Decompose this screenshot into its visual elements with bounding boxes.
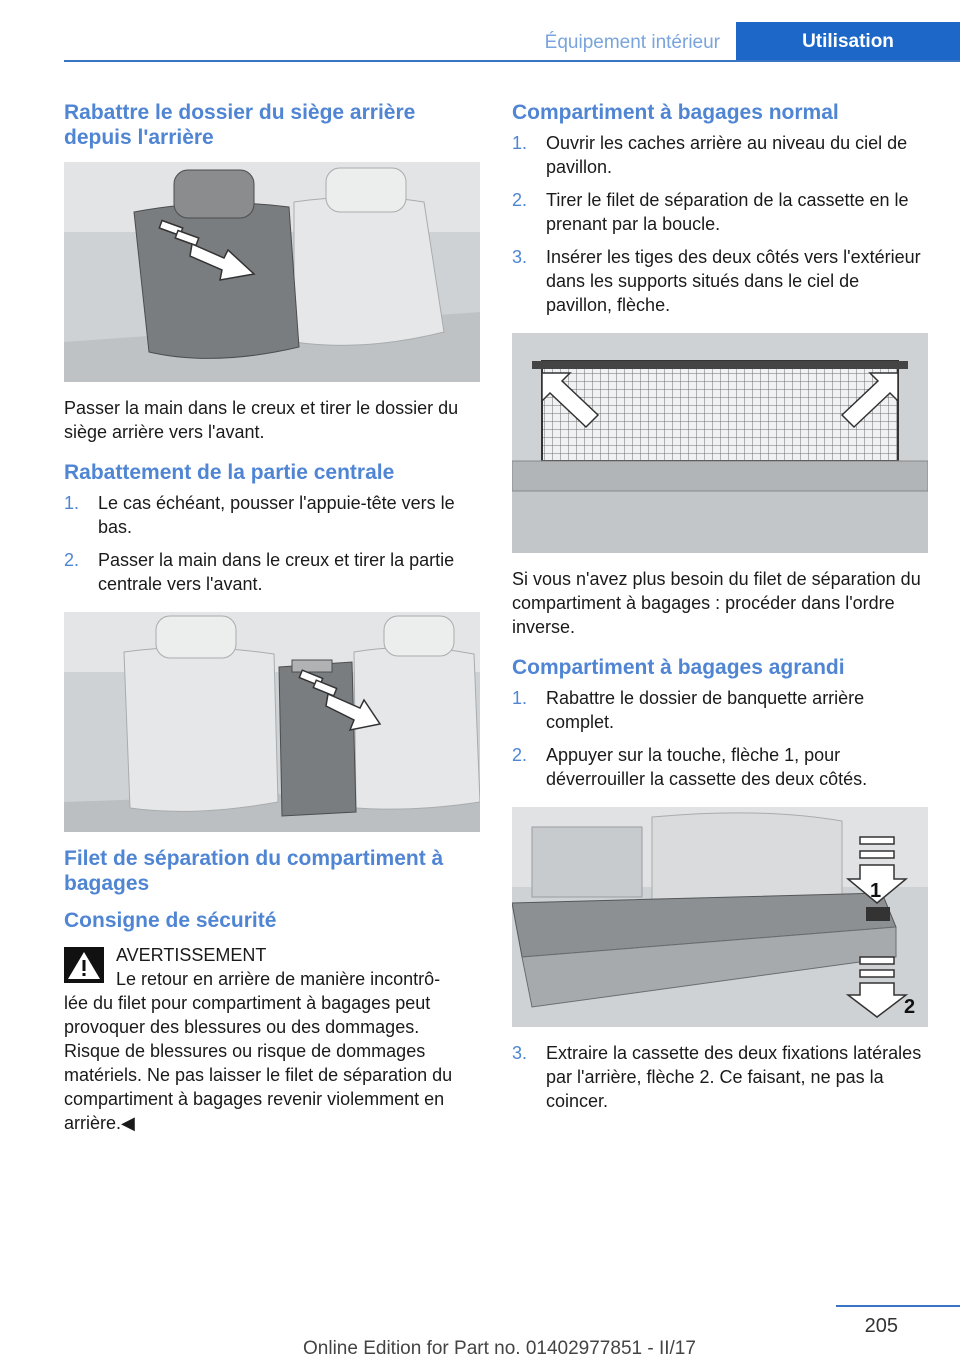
heading-center-section: Rabattement de la partie centrale [64,461,395,484]
heading-large-compartment: Compartiment à bagages agrandi [512,656,845,679]
warning-text: lée du filet pour compartiment à bagages peut provoquer des blessures ou des dommages. Risque de blessures ou risque de dommages matériels. Ne pas laisser le filet de séparation du compartiment à bagages revenir violemment en arrière.◀ [64,993,453,1133]
list-item: 3. Extraire la cassette des deux fixations latérales par l'arrière, flèche 2. Ce faisant, ne pas la coincer. [512,1043,922,1111]
heading-normal-compartment: Compartiment à bagages normal [512,101,839,124]
list-item: 1. Le cas échéant, pousser l'appuie-tête vers le bas. [64,493,455,537]
warning-triangle-icon [64,947,104,983]
center-steps-list [64,491,480,596]
warning-box [64,943,480,1135]
normal-steps-list [512,131,928,317]
figure-rear-seat-backrest [64,162,480,382]
paragraph-reverse: Si vous n'avez plus besoin du filet de séparation du compartiment à bagages : procéder dans l'ordre inverse. [512,569,921,637]
heading-net: Filet de séparation du compartiment à bagages [64,847,444,895]
left-column [64,100,480,1135]
warning-title: AVERTISSEMENT [116,945,267,965]
paragraph-fold-rear: Passer la main dans le creux et tirer le dossier du siège arrière vers l'avant. [64,398,459,442]
large-steps-list [512,686,928,791]
figure-cassette-release [512,807,928,1027]
header-rule [64,60,960,62]
large-steps-list-continued [512,1041,928,1113]
tab-utilisation[interactable]: Utilisation [736,22,960,62]
section-label: Équipement intérieur [544,32,720,53]
list-item: 1. Ouvrir les caches arrière au niveau du ciel de pavillon. [512,133,908,177]
figure-net-installed [512,333,928,553]
list-item: 2. Passer la main dans le creux et tirer la partie centrale vers l'avant. [64,550,455,594]
figure-center-section [64,612,480,832]
right-column [512,100,928,1129]
heading-safety: Consigne de sécurité [64,909,277,932]
page-number: 205 [864,1315,898,1337]
list-item: 3. Insérer les tiges des deux côtés vers l'extérieur dans les supports situés dans le ciel de pavillon, flèche. [512,247,921,315]
list-item: 2. Tirer le filet de séparation de la cassette en le prenant par la boucle. [512,190,909,234]
heading-fold-rear: Rabattre le dossier du siège arrière depuis l'arrière [64,101,416,149]
edition-note: Online Edition for Part no. 01402977851 - II/17 [303,1338,696,1359]
warning-first-line: Le retour en arrière de manière incontrô- [116,969,441,989]
list-item: 2. Appuyer sur la touche, flèche 1, pour déverrouiller la cassette des deux côtés. [512,745,868,789]
footer-rule [836,1305,960,1307]
arrow-1-label: 1 [870,880,882,902]
list-item: 1. Rabattre le dossier de banquette arrière complet. [512,688,865,732]
arrow-2-label: 2 [904,996,916,1018]
